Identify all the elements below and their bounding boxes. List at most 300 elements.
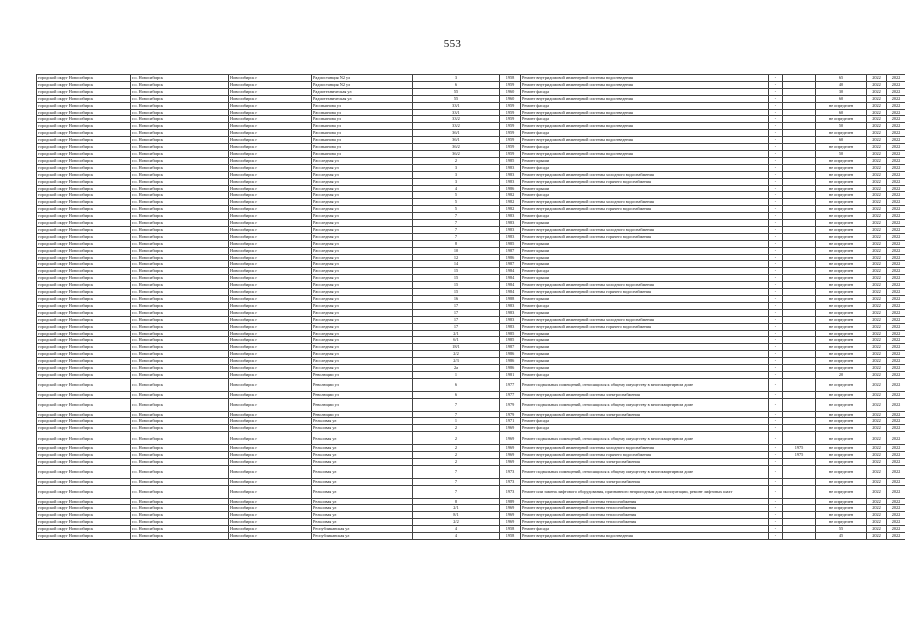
start-year-cell: 2022 bbox=[867, 275, 887, 282]
start-year-cell: 2022 bbox=[867, 344, 887, 351]
dash-cell: - bbox=[769, 323, 783, 330]
house-cell: 33/2 bbox=[413, 123, 500, 130]
settlement-cell: г.о. Новосибирск bbox=[131, 512, 229, 519]
work-type-cell: Ремонт внутридомовой инженерной системы электроснабжения bbox=[521, 458, 769, 465]
extra-year-cell bbox=[783, 275, 816, 282]
house-cell: 5 bbox=[413, 199, 500, 206]
table-row bbox=[37, 102, 905, 109]
table-row bbox=[37, 445, 905, 452]
city-cell: Новосибирск г bbox=[229, 109, 312, 116]
capital-repair-table bbox=[36, 74, 905, 540]
cost-cell: не определен bbox=[816, 164, 867, 171]
house-cell: 5 bbox=[413, 206, 500, 213]
start-year-cell: 2022 bbox=[867, 519, 887, 526]
build-year-cell: 1959 bbox=[500, 137, 521, 144]
end-year-cell: 2022 bbox=[887, 289, 905, 296]
city-cell: Новосибирск г bbox=[229, 465, 312, 478]
settlement-cell: г.о. Новосибирск bbox=[131, 261, 229, 268]
settlement-cell: г.о. Новосибирск bbox=[131, 282, 229, 289]
work-type-cell: Ремонт подвальных помещений, относящихся к общему имуществу в многоквартирном доме bbox=[521, 378, 769, 391]
city-cell: Новосибирск г bbox=[229, 226, 312, 233]
table-row bbox=[37, 178, 905, 185]
dash-cell: - bbox=[769, 330, 783, 337]
start-year-cell: 2022 bbox=[867, 505, 887, 512]
work-type-cell: Ремонт внутридомовой инженерной системы горячего водоснабжения bbox=[521, 233, 769, 240]
street-cell: Рельсовая ул bbox=[312, 458, 413, 465]
district-cell: городской округ Новосибирск bbox=[37, 81, 131, 88]
street-cell: Расследная ул bbox=[312, 289, 413, 296]
end-year-cell: 2022 bbox=[887, 316, 905, 323]
end-year-cell: 2022 bbox=[887, 102, 905, 109]
dash-cell: - bbox=[769, 123, 783, 130]
district-cell: городской округ Новосибирск bbox=[37, 452, 131, 459]
house-cell: 7 bbox=[413, 220, 500, 227]
settlement-cell: г.о. Новосибирск bbox=[131, 289, 229, 296]
house-cell: 7 bbox=[413, 411, 500, 418]
settlement-cell: г.о. Новосибирск bbox=[131, 519, 229, 526]
dash-cell: - bbox=[769, 144, 783, 151]
start-year-cell: 2022 bbox=[867, 411, 887, 418]
extra-year-cell bbox=[783, 88, 816, 95]
house-cell: 7 bbox=[413, 213, 500, 220]
build-year-cell: 1959 bbox=[500, 130, 521, 137]
house-cell: 7 bbox=[413, 226, 500, 233]
build-year-cell: 1986 bbox=[500, 254, 521, 261]
dash-cell: - bbox=[769, 268, 783, 275]
end-year-cell: 2022 bbox=[887, 88, 905, 95]
start-year-cell: 2022 bbox=[867, 213, 887, 220]
settlement-cell: г.о. Новосибирск bbox=[131, 351, 229, 358]
dash-cell: - bbox=[769, 411, 783, 418]
district-cell: городской округ Новосибирск bbox=[37, 130, 131, 137]
build-year-cell: 1969 bbox=[500, 445, 521, 452]
extra-year-cell bbox=[783, 233, 816, 240]
start-year-cell: 2022 bbox=[867, 240, 887, 247]
start-year-cell: 2022 bbox=[867, 365, 887, 372]
city-cell: Новосибирск г bbox=[229, 199, 312, 206]
cost-cell: не определен bbox=[816, 199, 867, 206]
build-year-cell: 1959 bbox=[500, 116, 521, 123]
build-year-cell: 1983 bbox=[500, 233, 521, 240]
dash-cell: - bbox=[769, 109, 783, 116]
start-year-cell: 2022 bbox=[867, 351, 887, 358]
end-year-cell: 2022 bbox=[887, 185, 905, 192]
city-cell: Новосибирск г bbox=[229, 157, 312, 164]
settlement-cell: г.о. Новосибирск bbox=[131, 116, 229, 123]
table-row bbox=[37, 75, 905, 82]
cost-cell: не определен bbox=[816, 458, 867, 465]
house-cell: 4 bbox=[413, 526, 500, 533]
work-type-cell: Ремонт крыши bbox=[521, 220, 769, 227]
table-row bbox=[37, 213, 905, 220]
extra-year-cell bbox=[783, 123, 816, 130]
house-cell: 2 bbox=[413, 432, 500, 445]
district-cell: городской округ Новосибирск bbox=[37, 425, 131, 432]
district-cell: городской округ Новосибирск bbox=[37, 192, 131, 199]
end-year-cell: 2022 bbox=[887, 296, 905, 303]
settlement-cell: г.о. Новосибирск bbox=[131, 330, 229, 337]
city-cell: Новосибирск г bbox=[229, 130, 312, 137]
district-cell: городской округ Новосибирск bbox=[37, 240, 131, 247]
cost-cell: не определен bbox=[816, 102, 867, 109]
settlement-cell: г.о. Новосибирск bbox=[131, 365, 229, 372]
house-cell: 15 bbox=[413, 282, 500, 289]
extra-year-cell bbox=[783, 254, 816, 261]
extra-year-cell bbox=[783, 391, 816, 398]
district-cell: городской округ Новосибирск bbox=[37, 157, 131, 164]
cost-cell: не определен bbox=[816, 498, 867, 505]
cost-cell: не определен bbox=[816, 465, 867, 478]
extra-year-cell bbox=[783, 116, 816, 123]
end-year-cell: 2022 bbox=[887, 150, 905, 157]
cost-cell: не определен bbox=[816, 378, 867, 391]
build-year-cell: 1958 bbox=[500, 75, 521, 82]
table-body bbox=[37, 75, 905, 540]
extra-year-cell bbox=[783, 192, 816, 199]
build-year-cell: 1971 bbox=[500, 418, 521, 425]
extra-year-cell bbox=[783, 137, 816, 144]
extra-year-cell bbox=[783, 330, 816, 337]
settlement-cell: г.о. Новосибирск bbox=[131, 88, 229, 95]
street-cell: Расследная ул bbox=[312, 351, 413, 358]
settlement-cell: г.о. Новосибирск bbox=[131, 268, 229, 275]
extra-year-cell bbox=[783, 150, 816, 157]
table-row bbox=[37, 185, 905, 192]
settlement-cell: г.о. Новосибирск bbox=[131, 452, 229, 459]
house-cell: 1 bbox=[413, 371, 500, 378]
work-type-cell: Ремонт фасада bbox=[521, 102, 769, 109]
district-cell: городской округ Новосибирск bbox=[37, 178, 131, 185]
district-cell: городской округ Новосибирск bbox=[37, 88, 131, 95]
end-year-cell: 2022 bbox=[887, 171, 905, 178]
work-type-cell: Ремонт крыши bbox=[521, 365, 769, 372]
build-year-cell: 1988 bbox=[500, 296, 521, 303]
house-cell: 36/2 bbox=[413, 150, 500, 157]
work-type-cell: Ремонт подвальных помещений, относящихся к общему имуществу в многоквартирном доме bbox=[521, 398, 769, 411]
dash-cell: - bbox=[769, 137, 783, 144]
city-cell: Новосибирск г bbox=[229, 519, 312, 526]
table-row bbox=[37, 282, 905, 289]
start-year-cell: 2022 bbox=[867, 88, 887, 95]
build-year-cell: 1973 bbox=[500, 485, 521, 498]
house-cell: 36/1 bbox=[413, 130, 500, 137]
end-year-cell: 2022 bbox=[887, 351, 905, 358]
cost-cell: не определен bbox=[816, 192, 867, 199]
house-cell: 17 bbox=[413, 316, 500, 323]
dash-cell: - bbox=[769, 220, 783, 227]
house-cell: 36/2 bbox=[413, 144, 500, 151]
table-row bbox=[37, 171, 905, 178]
end-year-cell: 2022 bbox=[887, 144, 905, 151]
settlement-cell: г.о. Новосибирск bbox=[131, 378, 229, 391]
street-cell: Революции ул bbox=[312, 371, 413, 378]
street-cell: Рельсовая ул bbox=[312, 478, 413, 485]
house-cell: 2/2 bbox=[413, 519, 500, 526]
city-cell: Новосибирск г bbox=[229, 116, 312, 123]
district-cell: городской округ Новосибирск bbox=[37, 512, 131, 519]
table-row bbox=[37, 226, 905, 233]
build-year-cell: 1983 bbox=[500, 164, 521, 171]
settlement-cell: г.о. Новосибирск bbox=[131, 425, 229, 432]
district-cell: городской округ Новосибирск bbox=[37, 164, 131, 171]
work-type-cell: Ремонт фасада bbox=[521, 268, 769, 275]
start-year-cell: 2022 bbox=[867, 425, 887, 432]
table-row bbox=[37, 144, 905, 151]
cost-cell: 60 bbox=[816, 137, 867, 144]
settlement-cell: г.о. Новосибирск bbox=[131, 498, 229, 505]
build-year-cell: 1973 bbox=[500, 478, 521, 485]
start-year-cell: 2022 bbox=[867, 157, 887, 164]
settlement-cell: г.о. Новосибирск bbox=[131, 185, 229, 192]
build-year-cell: 1958 bbox=[500, 526, 521, 533]
table-row bbox=[37, 519, 905, 526]
dash-cell: - bbox=[769, 192, 783, 199]
settlement-cell: г.о. Новосибирск bbox=[131, 102, 229, 109]
start-year-cell: 2022 bbox=[867, 185, 887, 192]
dash-cell: - bbox=[769, 398, 783, 411]
work-type-cell: Ремонт фасада bbox=[521, 116, 769, 123]
table-row bbox=[37, 411, 905, 418]
build-year-cell: 1969 bbox=[500, 432, 521, 445]
work-type-cell: Ремонт фасада bbox=[521, 302, 769, 309]
city-cell: Новосибирск г bbox=[229, 337, 312, 344]
street-cell: Радиостанция N2 ул bbox=[312, 75, 413, 82]
table-row bbox=[37, 240, 905, 247]
end-year-cell: 2022 bbox=[887, 365, 905, 372]
work-type-cell: Ремонт подвальных помещений, относящихся к общему имуществу в многоквартирном доме bbox=[521, 432, 769, 445]
settlement-cell: г.о. Новосибирск bbox=[131, 302, 229, 309]
district-cell: городской округ Новосибирск bbox=[37, 261, 131, 268]
street-cell: Расследная ул bbox=[312, 275, 413, 282]
cost-cell: не определен bbox=[816, 344, 867, 351]
street-cell: Рассвьинова ул bbox=[312, 130, 413, 137]
table-row bbox=[37, 123, 905, 130]
house-cell: 6 bbox=[413, 378, 500, 391]
house-cell: 15 bbox=[413, 268, 500, 275]
start-year-cell: 2022 bbox=[867, 330, 887, 337]
end-year-cell: 2022 bbox=[887, 268, 905, 275]
district-cell: городской округ Новосибирск bbox=[37, 302, 131, 309]
house-cell: 2a bbox=[413, 365, 500, 372]
work-type-cell: Ремонт фасада bbox=[521, 192, 769, 199]
street-cell: Расследная ул bbox=[312, 185, 413, 192]
dash-cell: - bbox=[769, 505, 783, 512]
district-cell: городской округ Новосибирск bbox=[37, 465, 131, 478]
start-year-cell: 2022 bbox=[867, 458, 887, 465]
cost-cell: 45 bbox=[816, 533, 867, 540]
table-row bbox=[37, 485, 905, 498]
settlement-cell: г.о. Новосибирск bbox=[131, 533, 229, 540]
city-cell: Новосибирск г bbox=[229, 505, 312, 512]
cost-cell: не определен bbox=[816, 425, 867, 432]
work-type-cell: Ремонт крыши bbox=[521, 351, 769, 358]
extra-year-cell bbox=[783, 247, 816, 254]
city-cell: Новосибирск г bbox=[229, 192, 312, 199]
table-row bbox=[37, 498, 905, 505]
end-year-cell: 2022 bbox=[887, 445, 905, 452]
city-cell: Новосибирск г bbox=[229, 171, 312, 178]
extra-year-cell bbox=[783, 171, 816, 178]
city-cell: Новосибирск г bbox=[229, 365, 312, 372]
city-cell: Новосибирск г bbox=[229, 178, 312, 185]
start-year-cell: 2022 bbox=[867, 261, 887, 268]
table-row bbox=[37, 512, 905, 519]
extra-year-cell bbox=[783, 465, 816, 478]
page-number: 553 bbox=[443, 38, 462, 50]
end-year-cell: 2022 bbox=[887, 254, 905, 261]
work-type-cell: Ремонт или замена лифтового оборудования, признанного непригодным для эксплуатации, ремонт лифтовых шахт bbox=[521, 485, 769, 498]
start-year-cell: 2022 bbox=[867, 478, 887, 485]
work-type-cell: Ремонт подвальных помещений, относящихся к общему имуществу в многоквартирном доме bbox=[521, 465, 769, 478]
district-cell: городской округ Новосибирск bbox=[37, 418, 131, 425]
work-type-cell: Ремонт внутридомовой инженерной системы водоотведения bbox=[521, 75, 769, 82]
dash-cell: - bbox=[769, 206, 783, 213]
start-year-cell: 2022 bbox=[867, 75, 887, 82]
build-year-cell: 1959 bbox=[500, 102, 521, 109]
table-row bbox=[37, 116, 905, 123]
dash-cell: - bbox=[769, 371, 783, 378]
district-cell: городской округ Новосибирск bbox=[37, 478, 131, 485]
district-cell: городской округ Новосибирск bbox=[37, 330, 131, 337]
work-type-cell: Ремонт внутридомовой инженерной системы холодного водоснабжения bbox=[521, 199, 769, 206]
cost-cell: 30 bbox=[816, 88, 867, 95]
build-year-cell: 1986 bbox=[500, 351, 521, 358]
cost-cell: 55 bbox=[816, 526, 867, 533]
dash-cell: - bbox=[769, 199, 783, 206]
build-year-cell: 1984 bbox=[500, 268, 521, 275]
street-cell: Революции ул bbox=[312, 391, 413, 398]
end-year-cell: 2022 bbox=[887, 458, 905, 465]
dash-cell: - bbox=[769, 233, 783, 240]
table-row bbox=[37, 478, 905, 485]
end-year-cell: 2022 bbox=[887, 330, 905, 337]
cost-cell: не определен bbox=[816, 452, 867, 459]
district-cell: городской округ Новосибирск bbox=[37, 289, 131, 296]
end-year-cell: 2022 bbox=[887, 478, 905, 485]
district-cell: городской округ Новосибирск bbox=[37, 337, 131, 344]
street-cell: Расследная ул bbox=[312, 178, 413, 185]
house-cell: 3 bbox=[413, 178, 500, 185]
table-row bbox=[37, 164, 905, 171]
start-year-cell: 2022 bbox=[867, 109, 887, 116]
settlement-cell: г.о. Новосибирск bbox=[131, 371, 229, 378]
dash-cell: - bbox=[769, 81, 783, 88]
dash-cell: - bbox=[769, 95, 783, 102]
settlement-cell: г.о. Новосибирск bbox=[131, 254, 229, 261]
city-cell: Новосибирск г bbox=[229, 432, 312, 445]
start-year-cell: 2022 bbox=[867, 282, 887, 289]
settlement-cell: г.о. Новосибирск bbox=[131, 240, 229, 247]
dash-cell: - bbox=[769, 164, 783, 171]
cost-cell: не определен bbox=[816, 398, 867, 411]
extra-year-cell bbox=[783, 302, 816, 309]
street-cell: Расследная ул bbox=[312, 247, 413, 254]
street-cell: Рассвьинова ул bbox=[312, 116, 413, 123]
table-row bbox=[37, 254, 905, 261]
build-year-cell: 1977 bbox=[500, 391, 521, 398]
work-type-cell: Ремонт фасада bbox=[521, 526, 769, 533]
extra-year-cell bbox=[783, 213, 816, 220]
house-cell: 6 bbox=[413, 391, 500, 398]
house-cell: 7 bbox=[413, 233, 500, 240]
settlement-cell: г.о. Новосибирск bbox=[131, 478, 229, 485]
work-type-cell: Ремонт крыши bbox=[521, 309, 769, 316]
district-cell: городской округ Новосибирск bbox=[37, 102, 131, 109]
work-type-cell: Ремонт крыши bbox=[521, 185, 769, 192]
street-cell: Рельсовая ул bbox=[312, 452, 413, 459]
street-cell: Расследная ул bbox=[312, 254, 413, 261]
cost-cell: не определен bbox=[816, 157, 867, 164]
dash-cell: - bbox=[769, 289, 783, 296]
district-cell: городской округ Новосибирск bbox=[37, 398, 131, 411]
city-cell: Новосибирск г bbox=[229, 247, 312, 254]
work-type-cell: Ремонт крыши bbox=[521, 296, 769, 303]
city-cell: Новосибирск г bbox=[229, 526, 312, 533]
city-cell: Новосибирск г bbox=[229, 164, 312, 171]
start-year-cell: 2022 bbox=[867, 254, 887, 261]
work-type-cell: Ремонт внутридомовой инженерной системы электроснабжения bbox=[521, 391, 769, 398]
street-cell: Революции ул bbox=[312, 398, 413, 411]
work-type-cell: Ремонт крыши bbox=[521, 337, 769, 344]
settlement-cell: г.о. Новосибирск bbox=[131, 75, 229, 82]
table-row bbox=[37, 109, 905, 116]
city-cell: Новосибирск г bbox=[229, 185, 312, 192]
table-row bbox=[37, 351, 905, 358]
cost-cell: не определен bbox=[816, 358, 867, 365]
cost-cell: не определен bbox=[816, 512, 867, 519]
table-row bbox=[37, 365, 905, 372]
house-cell: 5 bbox=[413, 192, 500, 199]
street-cell: Расследная ул bbox=[312, 171, 413, 178]
extra-year-cell bbox=[783, 95, 816, 102]
dash-cell: - bbox=[769, 485, 783, 498]
city-cell: Новосибирск г bbox=[229, 498, 312, 505]
build-year-cell: 1987 bbox=[500, 344, 521, 351]
settlement-cell: г.о. Новосибирск bbox=[131, 206, 229, 213]
district-cell: городской округ Новосибирск bbox=[37, 116, 131, 123]
start-year-cell: 2022 bbox=[867, 171, 887, 178]
city-cell: Новосибирск г bbox=[229, 533, 312, 540]
extra-year-cell bbox=[783, 81, 816, 88]
start-year-cell: 2022 bbox=[867, 445, 887, 452]
end-year-cell: 2022 bbox=[887, 164, 905, 171]
street-cell: Республиканская ул bbox=[312, 526, 413, 533]
district-cell: городской округ Новосибирск bbox=[37, 171, 131, 178]
street-cell: Расследная ул bbox=[312, 323, 413, 330]
district-cell: городской округ Новосибирск bbox=[37, 351, 131, 358]
cost-cell: не определен bbox=[816, 351, 867, 358]
district-cell: городской округ Новосибирск bbox=[37, 432, 131, 445]
start-year-cell: 2022 bbox=[867, 247, 887, 254]
district-cell: городской округ Новосибирск bbox=[37, 226, 131, 233]
district-cell: городской округ Новосибирск bbox=[37, 275, 131, 282]
district-cell: городской округ Новосибирск bbox=[37, 199, 131, 206]
dash-cell: - bbox=[769, 452, 783, 459]
cost-cell: 65 bbox=[816, 75, 867, 82]
dash-cell: - bbox=[769, 296, 783, 303]
cost-cell: 60 bbox=[816, 109, 867, 116]
extra-year-cell bbox=[783, 130, 816, 137]
dash-cell: - bbox=[769, 351, 783, 358]
house-cell: 55 bbox=[413, 95, 500, 102]
settlement-cell: г.о. Новосибирск bbox=[131, 344, 229, 351]
end-year-cell: 2022 bbox=[887, 95, 905, 102]
cost-cell: не определен bbox=[816, 268, 867, 275]
start-year-cell: 2022 bbox=[867, 526, 887, 533]
house-cell: 3 bbox=[413, 75, 500, 82]
dash-cell: - bbox=[769, 150, 783, 157]
house-cell: 3 bbox=[413, 164, 500, 171]
